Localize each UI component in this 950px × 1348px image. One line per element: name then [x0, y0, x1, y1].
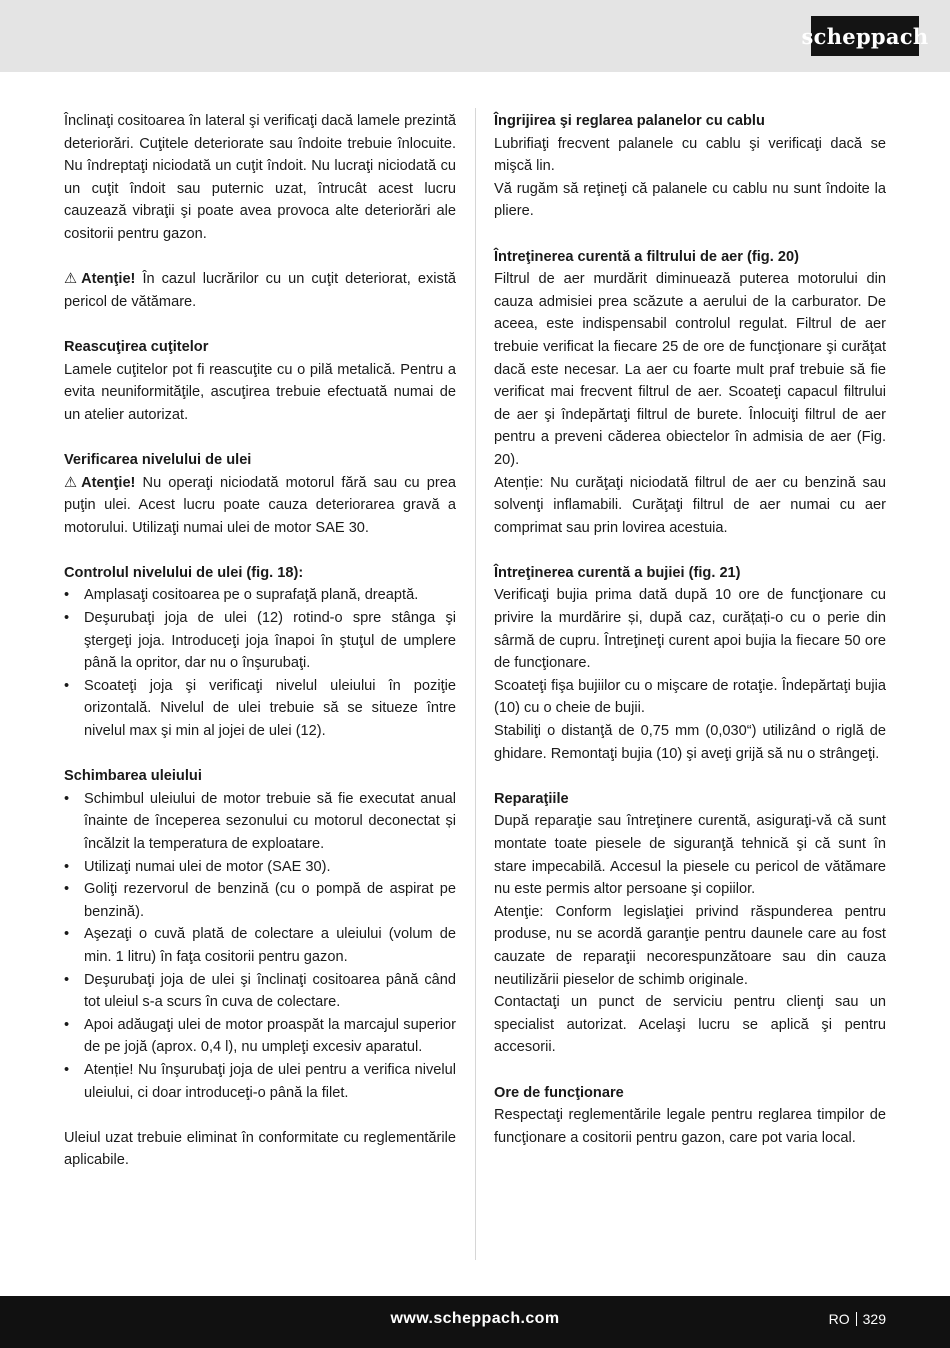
section-heading-repairs: Reparaţiile — [494, 790, 569, 807]
warning-triangle-icon: ⚠ — [64, 271, 78, 288]
page-number — [829, 1311, 886, 1327]
section-heading-resharpen: Reascuţirea cuţitelor — [64, 338, 209, 355]
section-heading-oil-change: Schimbarea uleiului — [64, 768, 202, 785]
column-divider — [475, 108, 476, 1260]
repairs-text-2: Atenţie: Conform legislaţiei privind răspunderea pentru produse, nu se acordă garanţie pentru daunele care au fost cauzate de reparaţii necorespunzătoare sau din cauza neutilizării pieselor de schimb originale. — [494, 903, 886, 988]
section-heading-cables: Îngrijirea şi reglarea palanelor cu cablu — [494, 113, 765, 129]
list-item: • Amplasaţi cositoarea pe o suprafaţă plană, dreaptă. — [64, 584, 456, 607]
section-heading-spark-plug: Întreţinerea curentă a bujiei (fig. 21) — [494, 564, 741, 581]
language-code: RO — [828, 1311, 850, 1327]
cables-text-2: Vă rugăm să reţineţi că palanele cu cablu nu sunt îndoite la pliere. — [494, 180, 886, 220]
right-column — [494, 110, 886, 1149]
list-item: • Aşezaţi o cuvă plată de colectare a uleiului (volum de min. 1 litru) în faţa cositorii pentru gazon. — [64, 923, 456, 968]
spark-plug-text-2: Scoateţi fişa bujiilor cu o mişcare de rotaţie. Îndepărtaţi bujia (10) cu o cheie de bujii. — [494, 677, 886, 717]
warning-text: Nu operaţi niciodată motorul fără sau cu prea puţin ulei. Acest lucru poate cauza deteriorarea gravă a motorului. Utilizaţi numai ulei de motor SAE 30. — [64, 474, 456, 536]
repairs-text-3: Contactaţi un punct de serviciu pentru clienţi sau un specialist autorizat. Acelaşi lucru se aplică şi pentru accesorii. — [494, 994, 886, 1056]
air-filter-warning: Atenție: Nu curăţaţi niciodată filtrul de aer cu benzină sau solvenţi inflamabili. Curăţaţi filtrul de aer numai cu aer comprimat sau prin lovirea acestuia. — [494, 474, 886, 536]
list-item: • Apoi adăugaţi ulei de motor proaspăt la marcajul superior de pe jojă (aprox. 0,4 l), nu umpleţi excesiv aparatul. — [64, 1014, 456, 1059]
resharpen-text: Lamele cuţitelor pot fi reascuţite cu o pilă metalică. Pentru a evita neuniformităţile, ascuţirea trebuie efectuată numai de un atelier autorizat. — [64, 361, 456, 423]
separator — [856, 1312, 857, 1326]
list-item: • Deşurubaţi joja de ulei şi înclinaţi cositoarea până când tot uleiul s-a scurs în cuva de colectare. — [64, 969, 456, 1014]
spark-plug-text-3: Stabiliţi o distanţă de 0,75 mm (0,030“) utilizând o riglă de ghidare. Remontaţi bujia (10) şi aveţi grijă să nu o strângeţi. — [494, 723, 886, 762]
list-item: • Utilizaţi numai ulei de motor (SAE 30). — [64, 856, 456, 879]
footer-bar — [0, 1296, 950, 1348]
brand-logo: scheppach — [811, 16, 919, 56]
list-item: • Deşurubaţi joja de ulei (12) rotind-o spre stânga şi ştergeţi joja. Introduceţi joja înapoi în ştuţul de umplere până la opritor, dar nu o înşurubaţi. — [64, 607, 456, 675]
left-column — [64, 110, 456, 1172]
header-bar — [0, 0, 950, 72]
section-heading-oil-level: Verificarea nivelului de ulei — [64, 451, 252, 468]
list-item: • Goliţi rezervorul de benzină (cu o pompă de aspirat pe benzină). — [64, 878, 456, 923]
air-filter-text: Filtrul de aer murdărit diminuează puterea motorului din cauza admisiei prea scăzute a aerului de la carburator. De aceea, este indispensabil controlul regulat. Filtrul de aer trebuie verificat la fiecare 25 de ore de funcţionare şi curăţat dacă este necesar. La aer cu foarte mult praf trebuie să fie verificat mai frecvent filtrul de aer. Scoateţi capacul filtrului de aer şi îndepărtaţi filtrul de burete. Înlocuiţi filtrul de aer pentru a preveni căderea obiectelor în admisia de aer (Fig. 20). — [494, 271, 886, 468]
cables-text-1: Lubrifiaţi frecvent palanele cu cablu şi verificaţi dacă se mişcă lin. — [494, 135, 886, 175]
blade-inspection-text: Înclinaţi cositoarea în lateral şi verificaţi dacă lamele prezintă deteriorări. Cuţitele deteriorate sau îndoite trebuie înlocuite. Nu îndreptaţi niciodată un cuţit îndoit. Nu lucraţi niciodată cu un cuţit îndoit sau puternic uzat, întrucât acest lucru cauzează vibraţii şi poate avea provoca alte deteriorări ale cositorii pentru gazon. — [64, 113, 456, 242]
website-url: www.scheppach.com — [390, 1310, 560, 1327]
list-item: • Schimbul uleiului de motor trebuie să fie executat anual înainte de începerea sezonului cu motorul deconectat și încălzit la temperatura de exploatare. — [64, 788, 456, 856]
list-item: • Atenție! Nu înşurubaţi joja de ulei pentru a verifica nivelul uleiului, ci doar introduceţi-o până la filet. — [64, 1059, 456, 1104]
section-heading-oil-control: Controlul nivelului de ulei (fig. 18): — [64, 564, 304, 581]
blade-warning — [64, 268, 456, 313]
section-heading-air-filter: Întreţinerea curentă a filtrului de aer (fig. 20) — [494, 248, 799, 265]
oil-change-list — [64, 788, 456, 1104]
warning-label: Atenţie! — [81, 271, 136, 288]
page-number-value: 329 — [862, 1311, 886, 1327]
section-heading-operating-hours: Ore de funcţionare — [494, 1084, 624, 1101]
operating-hours-text: Respectaţi reglementările legale pentru reglarea timpilor de funcţionare a cositorii pentru gazon, care pot varia local. — [494, 1107, 886, 1146]
list-item: • Scoateţi joja şi verificaţi nivelul uleiului în poziţie orizontală. Nivelul de ulei trebuie să se situeze între nivelul max şi min al jojei de ulei (12). — [64, 675, 456, 743]
repairs-text-1: După reparaţie sau întreţinere curentă, asiguraţi-vă că sunt montate toate piesele de siguranţă tehnică şi că sunt în stare impecabilă. Accesul la piesele cu pericol de vătămare nu este permis altor persoane şi copiilor. — [494, 813, 886, 898]
warning-triangle-icon: ⚠ — [64, 474, 78, 491]
oil-level-warning — [64, 472, 456, 540]
spark-plug-text-1: Verificaţi bujia prima dată după 10 ore de funcţionare cu privire la murdărire și, după caz, curățați-o cu o perie din sârmă de cupru. Întreţineţi curent apoi bujia la fiecare 50 ore de funcţionare. — [494, 587, 886, 672]
waste-oil-text: Uleiul uzat trebuie eliminat în conformitate cu reglementările aplicabile. — [64, 1129, 456, 1169]
oil-control-list — [64, 584, 456, 742]
warning-label: Atenţie! — [81, 474, 136, 491]
warning-text: În cazul lucrărilor cu un cuţit deteriorat, există pericol de vătămare. — [64, 271, 456, 310]
